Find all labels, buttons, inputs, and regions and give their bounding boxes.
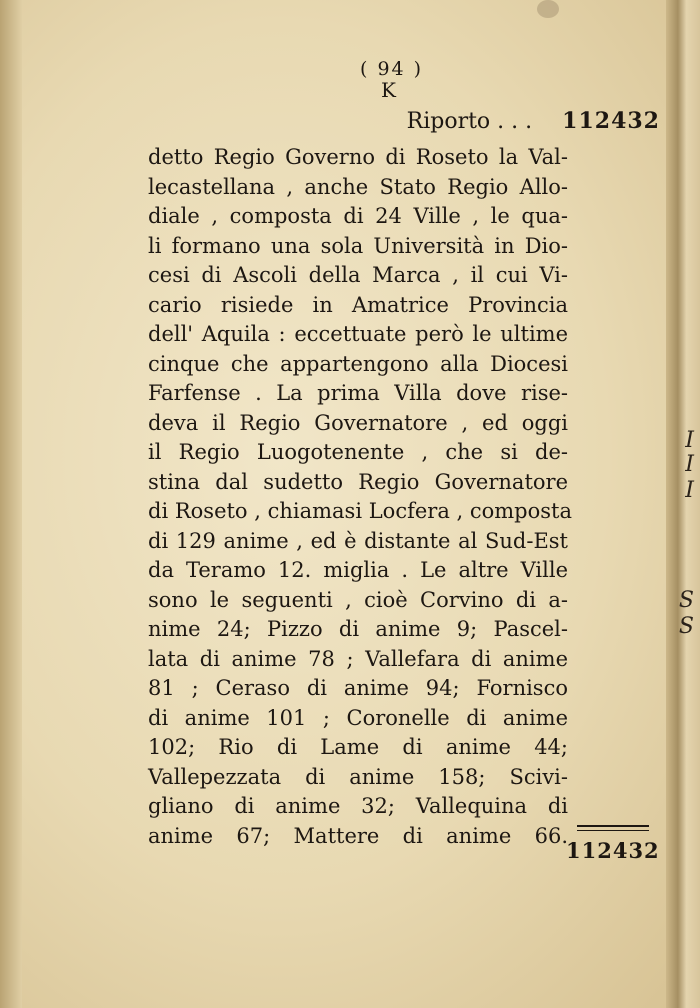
text-line: Farfense . La prima Villa dove rise- [148,381,568,405]
carry-total: 112432 [562,108,660,134]
text-line: di Roseto , chiamasi Locfera , composta [148,499,572,523]
text-line: sono le seguenti , cioè Corvino di a- [148,587,568,612]
text-line: Vallepezzata di anime 158; Scivi- [148,764,568,789]
text-line: nime 24; Pizzo di anime 9; Pascel- [148,617,568,641]
text-line: gliano di anime 32; Vallequina di [148,794,568,818]
text-line: deva il Regio Governatore , ed oggi [148,410,568,435]
carry-label: Riporto . . . [406,109,533,134]
facing-page-mark: I [685,478,694,503]
text-line: diale , composta di 24 Ville , le qua- [148,204,568,228]
total-rule-thin [577,830,649,831]
body-paragraph [148,143,572,851]
text-line: stina dal sudetto Regio Governatore [148,469,568,494]
text-line: di anime 101 ; Coronelle di anime [148,705,568,730]
facing-page-mark: I [685,428,694,453]
text-line: dell' Aquila : eccettuate però le ultime [148,322,568,346]
carry-forward-row [150,108,660,134]
bottom-total: 112432 [566,838,660,863]
text-line: cesi di Ascoli della Marca , il cui Vi- [148,263,568,287]
text-line: cario risiede in Amatrice Provincia [148,292,568,317]
signature-mark: K [381,78,396,102]
paper-stain [537,0,559,18]
text-line: da Teramo 12. miglia . Le altre Ville [148,558,568,582]
facing-page-edge [666,0,700,1008]
facing-page-mark: S [678,614,694,639]
text-line: lecastellana , anche Stato Regio Allo- [148,174,568,199]
text-line: li formano una sola Università in Dio- [148,233,568,258]
text-line: lata di anime 78 ; Vallefara di anime [148,646,568,671]
page-number: ( 94 ) [360,58,424,80]
text-line: il Regio Luogotenente , che si de- [148,440,568,464]
facing-page-mark: S [678,588,694,613]
total-rule [577,825,649,827]
text-line: detto Regio Governo di Roseto la Val- [148,145,568,169]
text-line: anime 67; Mattere di anime 66. [148,823,568,848]
facing-page-mark: I [685,452,694,477]
text-line: di 129 anime , ed è distante al Sud-Est [148,528,568,553]
text-line: cinque che appartengono alla Diocesi [148,351,568,376]
text-line: 81 ; Ceraso di anime 94; Fornisco [148,676,568,700]
text-line: 102; Rio di Lame di anime 44; [148,735,568,759]
page-gutter [0,0,22,1008]
